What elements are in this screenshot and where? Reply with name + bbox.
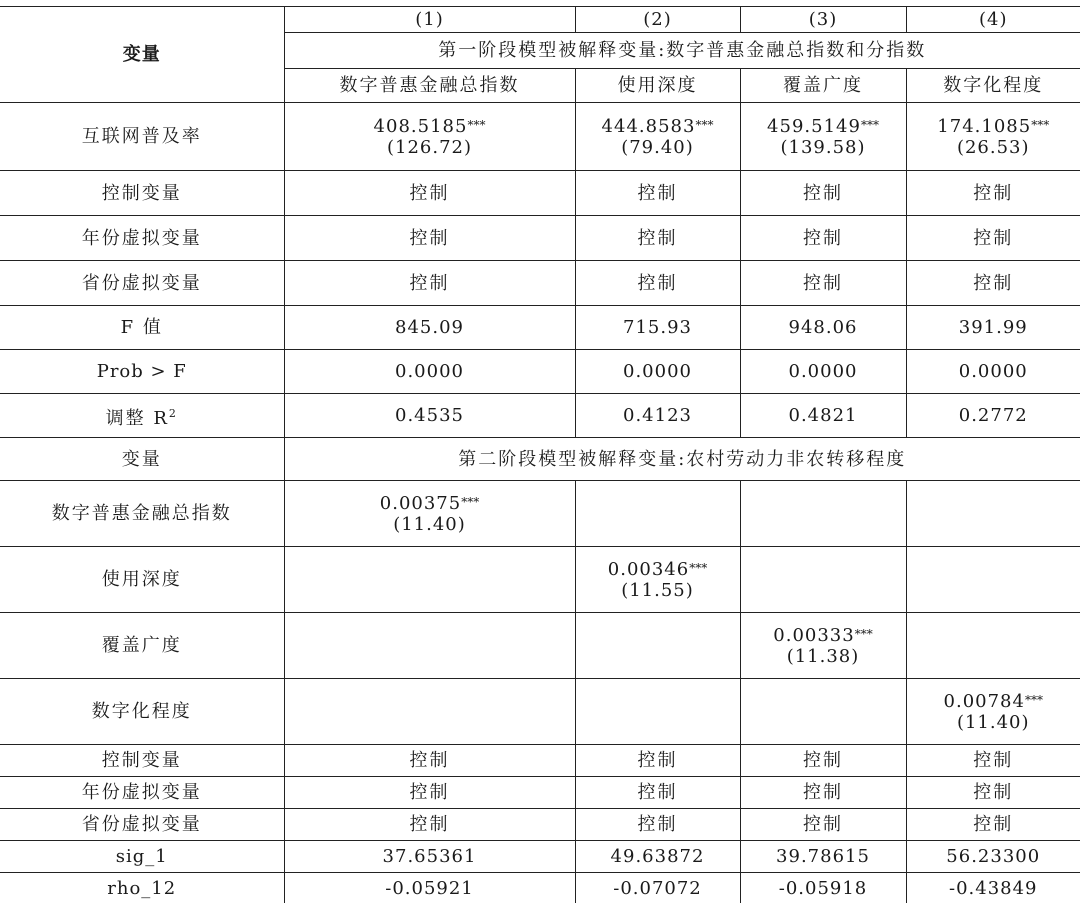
dependent-var-2: 使用深度 [575,69,740,103]
empty-cell [740,547,906,613]
column-header-1: (1) [284,7,575,33]
row-f-value [0,306,1080,350]
value-cell: 715.93 [575,306,740,350]
row-label: 覆盖广度 [0,613,284,679]
coef-cell [575,547,740,613]
adjusted-r2-label: 调整 R [105,407,169,429]
row-year-dummies-stage2 [0,777,1080,809]
empty-cell [575,679,740,745]
row-province-dummies-stage2 [0,809,1080,841]
row-label: 数字化程度 [0,679,284,745]
row-usage-depth [0,547,1080,613]
value-cell: 控制 [906,216,1080,261]
value-cell: 控制 [284,809,575,841]
value-cell: 控制 [740,745,906,777]
value-cell: 948.06 [740,306,906,350]
value-cell: -0.05921 [284,873,575,903]
coef-value: 459.5149 [767,116,861,137]
empty-cell [740,679,906,745]
row-label: rho_12 [0,873,284,903]
row-label: 使用深度 [0,547,284,613]
column-header-2: (2) [575,7,740,33]
value-cell: 0.4123 [575,394,740,438]
value-cell: 控制 [284,745,575,777]
row-control-variables-stage2 [0,745,1080,777]
empty-cell [740,481,906,547]
value-cell: 控制 [575,261,740,306]
standard-error: (126.72) [386,137,473,158]
coef-cell [740,613,906,679]
row-rho-12 [0,873,1080,903]
value-cell: 控制 [284,777,575,809]
stage2-variable-label: 变量 [0,438,284,481]
value-cell: 0.4821 [740,394,906,438]
value-cell: 控制 [906,745,1080,777]
row-control-variables [0,171,1080,216]
value-cell: 39.78615 [740,841,906,873]
empty-cell [284,679,575,745]
coef-value: 444.8583 [601,116,696,137]
value-cell: 控制 [575,216,740,261]
regression-table [0,6,1080,903]
value-cell: 控制 [906,261,1080,306]
coef-cell [906,679,1080,745]
value-cell: 0.0000 [575,350,740,394]
value-cell: 控制 [906,809,1080,841]
row-year-dummies [0,216,1080,261]
value-cell: 0.0000 [284,350,575,394]
superscript: 2 [168,406,178,420]
empty-cell [284,613,575,679]
standard-error: (11.55) [621,580,694,601]
value-cell: 0.2772 [906,394,1080,438]
row-label: 数字普惠金融总指数 [0,481,284,547]
row-prob-f [0,350,1080,394]
row-label: 年份虚拟变量 [0,777,284,809]
row-label: 省份虚拟变量 [0,261,284,306]
standard-error: (139.58) [780,137,866,158]
significance-stars: *** [689,561,708,575]
coef-value: 0.00375 [379,493,462,514]
value-cell: -0.07072 [575,873,740,903]
row-label: 省份虚拟变量 [0,809,284,841]
significance-stars: *** [467,118,486,132]
value-cell: 56.23300 [906,841,1080,873]
value-cell: 控制 [740,809,906,841]
value-cell: 控制 [906,171,1080,216]
value-cell: 控制 [740,216,906,261]
row-sig-1 [0,841,1080,873]
column-header-3: (3) [740,7,906,33]
coef-value: 0.00784 [943,691,1025,712]
row-coverage-breadth [0,613,1080,679]
stage1-title: 第一阶段模型被解释变量:数字普惠金融总指数和分指数 [284,33,1080,69]
significance-stars: *** [860,118,879,132]
value-cell: -0.05918 [740,873,906,903]
significance-stars: *** [1031,118,1050,132]
coef-cell [284,103,575,171]
dependent-var-3: 覆盖广度 [740,69,906,103]
column-header-4: (4) [906,7,1080,33]
row-adjusted-r2 [0,394,1080,438]
value-cell: 控制 [740,171,906,216]
row-label: sig_1 [0,841,284,873]
coef-cell [740,103,906,171]
row-label: 年份虚拟变量 [0,216,284,261]
significance-stars: *** [461,495,480,509]
value-cell: 控制 [575,809,740,841]
row-label: 互联网普及率 [0,103,284,171]
value-cell: 控制 [575,777,740,809]
row-label: Prob > F [0,350,284,394]
standard-error: (11.40) [956,712,1030,733]
coef-value: 0.00346 [607,559,690,580]
empty-cell [906,481,1080,547]
value-cell: 845.09 [284,306,575,350]
empty-cell [906,613,1080,679]
dependent-var-1: 数字普惠金融总指数 [284,69,575,103]
coef-value: 0.00333 [773,625,855,646]
row-stage2-header [0,438,1080,481]
value-cell: 0.4535 [284,394,575,438]
header-row-columns [0,7,1080,33]
significance-stars: *** [1024,693,1043,707]
coef-value: 408.5185 [373,116,468,137]
row-digital-finance-index [0,481,1080,547]
stage2-title: 第二阶段模型被解释变量:农村劳动力非农转移程度 [284,438,1080,481]
value-cell: 控制 [284,216,575,261]
row-label: 控制变量 [0,171,284,216]
value-cell: -0.43849 [906,873,1080,903]
coef-cell [906,103,1080,171]
empty-cell [906,547,1080,613]
value-cell: 49.63872 [575,841,740,873]
row-label: F 值 [0,306,284,350]
coef-cell [284,481,575,547]
empty-cell [284,547,575,613]
standard-error: (79.40) [621,137,694,158]
empty-cell [575,481,740,547]
standard-error: (11.38) [786,646,860,667]
row-digitization-level [0,679,1080,745]
value-cell: 控制 [740,777,906,809]
value-cell: 控制 [284,261,575,306]
row-label: 控制变量 [0,745,284,777]
dependent-var-4: 数字化程度 [906,69,1080,103]
row-internet-penetration [0,103,1080,171]
row-province-dummies [0,261,1080,306]
value-cell: 控制 [906,777,1080,809]
coef-cell [575,103,740,171]
significance-stars: *** [695,118,714,132]
significance-stars: *** [854,627,873,641]
empty-cell [575,613,740,679]
variable-header: 变量 [0,7,284,103]
coef-value: 174.1085 [937,116,1032,137]
standard-error: (26.53) [956,137,1030,158]
value-cell: 391.99 [906,306,1080,350]
standard-error: (11.40) [393,514,466,535]
value-cell: 控制 [284,171,575,216]
value-cell: 控制 [575,171,740,216]
value-cell: 0.0000 [906,350,1080,394]
value-cell: 控制 [575,745,740,777]
value-cell: 控制 [740,261,906,306]
value-cell: 0.0000 [740,350,906,394]
value-cell: 37.65361 [284,841,575,873]
row-label [0,394,284,438]
